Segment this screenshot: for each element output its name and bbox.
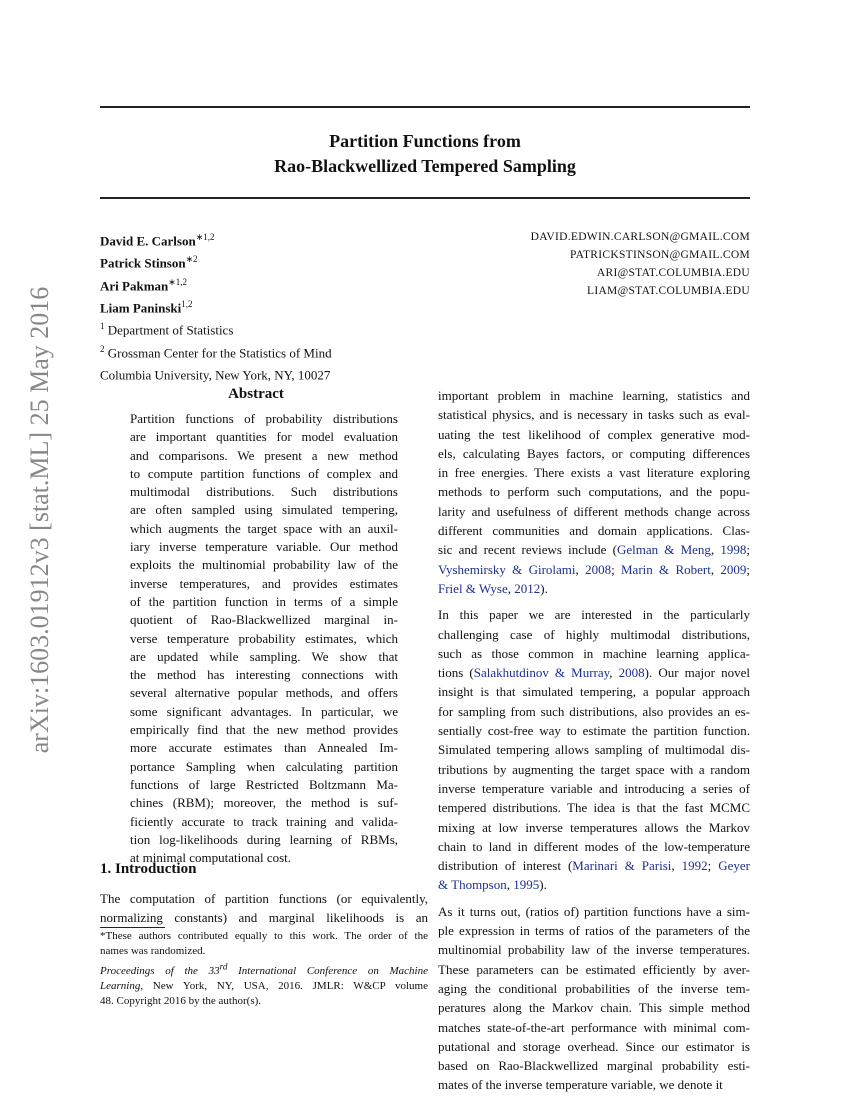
abstract-line: some significant advantages. In particular, we [130,703,398,719]
affiliation-number: 2 [100,343,105,354]
citation-link[interactable]: 2012 [514,580,541,596]
author-email[interactable]: ARI@STAT.COLUMBIA.EDU [596,267,750,279]
abstract-line: several alternative popular methods, and offers [130,685,398,701]
text-line [438,560,750,579]
introduction-heading: 1. Introduction [100,861,197,877]
proceedings-title: Proceedings of the 33rd International Conference on Machine [100,961,428,977]
affiliation [100,340,332,362]
text-line [438,482,750,501]
abstract-line: of the partition function in terms of a simple [130,593,398,609]
abstract-line: more accurate estimates than Annealed Im- [130,740,398,756]
text-segment: ; [746,561,751,577]
citation-link[interactable]: 1995 [513,877,540,893]
email-block [531,228,750,300]
text-segment: , [710,561,721,577]
intro-line: normalizing constants) and marginal likelihoods is an [100,909,428,925]
text-segment: methods to perform such computations, and the popu- [438,484,750,500]
text-line [438,1018,750,1037]
citation-link[interactable]: Marin & Robert [620,561,711,577]
author-name: Patrick Stinson [100,255,186,271]
author-email[interactable]: PATRICKSTINSON@GMAIL.COM [570,249,750,261]
text-line [438,1037,750,1056]
text-line [438,740,750,759]
abstract-line: exploits the multinomial probability law of the [130,557,398,573]
citation-link[interactable]: Vyshemirsky & Girolami [438,561,576,577]
footnote-line: names was randomized. [100,945,206,957]
citation-link[interactable]: 2008 [618,665,645,681]
author-affiliation-marks: 1,2 [181,298,193,309]
author-name: David E. Carlson [100,233,196,249]
text-line [438,902,750,921]
proceedings-line [100,959,428,979]
text-segment: ; [707,858,719,874]
abstract-line: at minimal computational cost. [130,850,292,866]
text-line [438,625,750,644]
citation-link[interactable]: Gelman & Meng [616,542,711,558]
text-line [438,521,750,540]
abstract-line: multimodal distributions. Such distributions [130,484,398,500]
abstract-body [130,410,398,867]
text-segment: such as those common in machine learning applica- [438,645,750,661]
text-line [438,979,750,998]
text-segment: based on Rao-Blackwellized marginal probability esti- [438,1058,750,1074]
text-line [438,579,750,598]
text-line [438,444,750,463]
paragraph [438,386,750,598]
text-segment: challenging case of highly multimodal distributions, [438,626,750,642]
text-segment: ). Our major novel [644,665,750,681]
citation-link[interactable]: 2009 [720,561,747,577]
text-segment: ; [746,542,751,558]
proceedings-title-cont: Learning [100,979,141,992]
text-line [438,940,750,959]
paragraph [438,902,750,1095]
abstract-line: are updated while sampling. We show that [130,648,398,664]
text-segment: mates of the inverse temperature variable, we denote it [438,1077,723,1093]
text-segment: larity and usefulness of different methods change across [438,503,750,519]
text-line [438,837,750,856]
citation-link[interactable]: Friel & Wyse [438,580,508,596]
abstract-line: and comparisons. We present a new method [130,447,398,463]
text-segment: insight is that simulated tempering, a popular approach [438,684,750,700]
author-email[interactable]: DAVID.EDWIN.CARLSON@GMAIL.COM [530,231,750,243]
abstract-heading: Abstract [228,386,284,402]
paragraph [438,605,750,894]
citation-link[interactable]: Salakhutdinov & Murray [473,665,610,681]
title-bottom-rule [100,197,750,199]
text-segment: As it turns out, (ratios of) partition functions have a sim- [438,903,750,919]
affiliation-number: 1 [100,321,105,332]
abstract-line: empirically find that the new method provides [130,722,398,738]
abstract-line: inverse temperatures, and provides estimates [130,575,398,591]
text-line [438,463,750,482]
paper-title-line2: Rao-Blackwellized Tempered Sampling [274,156,576,176]
text-segment: ple expression in terms of ratios of the parameters of the [438,923,750,939]
text-segment: In this paper we are interested in the particularly [438,607,750,623]
text-segment: multinomial probability law of the inverse temperatures. [438,942,750,958]
text-segment: aging the conditional probabilities of the inverse tem- [438,980,750,996]
text-line [438,721,750,740]
text-segment: els, calculating Bayes factors, or computing differences [438,445,750,461]
affiliation-text: Department of Statistics [104,322,234,338]
text-line [438,960,750,979]
author-row [100,273,332,295]
text-line [438,663,750,682]
text-segment: tributions by augmenting the target space with a random [438,761,750,777]
text-segment: tions ( [438,665,474,681]
text-line [438,875,750,894]
paper-title-line1: Partition Functions from [329,131,521,151]
text-line [438,998,750,1017]
author-block [100,228,332,384]
text-segment: putational and storage overhead. Since our estimator is [438,1038,750,1054]
citation-link[interactable]: 2008 [585,561,612,577]
text-line [438,1056,750,1075]
abstract-line: to compute partition functions of complex and [130,465,398,481]
text-segment: , [609,665,619,681]
text-line [438,818,750,837]
author-row [100,295,332,317]
right-column [438,386,750,1095]
abstract-line: verse temperature probability estimates, which [130,630,398,646]
footnote-line: *These authors contributed equally to this work. The order of the [100,930,428,942]
proceedings-venue: , New York, NY, USA, 2016. JMLR: W&CP volume [140,979,428,992]
text-line [438,540,750,559]
abstract-line: chines (RBM); moreover, the method is suf- [130,795,398,811]
footnotes [100,927,428,1009]
text-segment: ). [540,580,548,596]
text-segment: matches state-of-the-art performance with minimal com- [438,1019,750,1035]
author-affiliation-marks: ∗1,2 [195,232,215,242]
text-segment: , [710,542,721,558]
author-row [100,250,332,272]
abstract-line: ficiently accurate to track training and valida- [130,813,398,829]
text-segment: , [671,858,682,874]
citation-link[interactable]: & Thompson [438,877,507,893]
introduction-body [100,890,428,927]
author-affiliation-marks: ∗2 [185,254,198,265]
citation-link[interactable]: 1992 [681,858,708,874]
author-email[interactable]: LIAM@STAT.COLUMBIA.EDU [587,285,750,297]
affiliation [100,362,332,384]
text-line [438,798,750,817]
abstract-line: iary inverse temperature variable. Our method [130,539,398,555]
text-line [438,425,750,444]
text-segment: Simulated tempering allows sampling of multimodal dis- [438,742,750,758]
arxiv-identifier: arXiv:1603.01912v3 [stat.ML] 25 May 2016 [25,286,54,754]
text-line [438,502,750,521]
text-line [438,921,750,940]
proceedings-line [100,979,428,994]
text-segment: These parameters can be estimated efficiently by aver- [438,961,750,977]
text-line [438,1075,750,1094]
text-segment: uating the test likelihood of complex generative mod- [438,426,750,442]
text-segment: mixing at low inverse temperatures allows the Markov [438,819,750,835]
author-name: Ari Pakman [100,277,169,293]
abstract-line: portance Sampling when calculating partition [130,758,398,774]
text-line [438,644,750,663]
text-line [438,779,750,798]
text-segment: , [575,561,586,577]
abstract-line: the method has interesting connections with [130,667,398,683]
abstract-line: quotient of Rao-Blackwellized marginal in- [130,612,398,628]
text-segment: ; [611,561,621,577]
citation-link[interactable]: 1998 [720,542,747,558]
abstract-line: functions of large Restricted Boltzmann Ma- [130,776,398,792]
affiliation-text: Columbia University, New York, NY, 10027 [100,367,331,383]
text-segment: sentially cost-free way to estimate the partition function. [438,723,750,739]
text-line [438,405,750,424]
text-segment: in free energies. There exists a vast literature exploring [438,465,750,481]
text-segment: chain to land in different modes of the low-temperature [438,838,750,854]
author-affiliation-marks: ∗1,2 [168,276,188,287]
abstract-line: are important quantities for model evaluation [130,429,398,445]
text-segment: , [507,580,515,596]
citation-link[interactable]: Marinari & Parisi [572,858,672,874]
title-top-rule [100,106,750,108]
text-segment: statistical physics, and is necessary in tasks such as eval- [438,407,750,423]
text-line [438,760,750,779]
text-segment: sic and recent reviews include ( [438,542,617,558]
text-line [438,856,750,875]
affiliation [100,317,332,339]
text-segment: tempered distributions. The idea is that the fast MCMC [438,800,750,816]
text-segment: inverse temperature variable and introducing a series of [438,780,750,796]
text-line [438,605,750,624]
text-line [438,682,750,701]
text-line [438,702,750,721]
citation-link[interactable]: Geyer [718,858,750,874]
copyright-line: 48. Copyright 2016 by the author(s). [100,994,262,1007]
abstract-line: tion log-likelihoods during learning of RBMs, [130,831,398,847]
text-segment: ). [539,877,547,893]
text-segment: for sampling from such distributions, also provides an es- [438,703,750,719]
affiliation-text: Grossman Center for the Statistics of Mind [104,344,332,360]
abstract-line: which augments the target space with an auxil- [130,520,398,536]
text-segment: distribution of interest ( [438,858,573,874]
text-segment: peratures along the Markov chain. This simple method [438,1000,750,1016]
author-row [100,228,332,250]
text-segment: different communities and domain applications. Clas- [438,523,750,539]
intro-line: The computation of partition functions (or equivalently, [100,891,428,906]
author-name: Liam Paninski [100,300,182,316]
text-segment: , [506,877,514,893]
abstract-line: are often sampled using simulated tempering, [130,502,398,518]
text-line [438,386,750,405]
abstract-line: Partition functions of probability distributions [130,411,398,426]
text-segment: important problem in machine learning, statistics and [438,388,750,403]
